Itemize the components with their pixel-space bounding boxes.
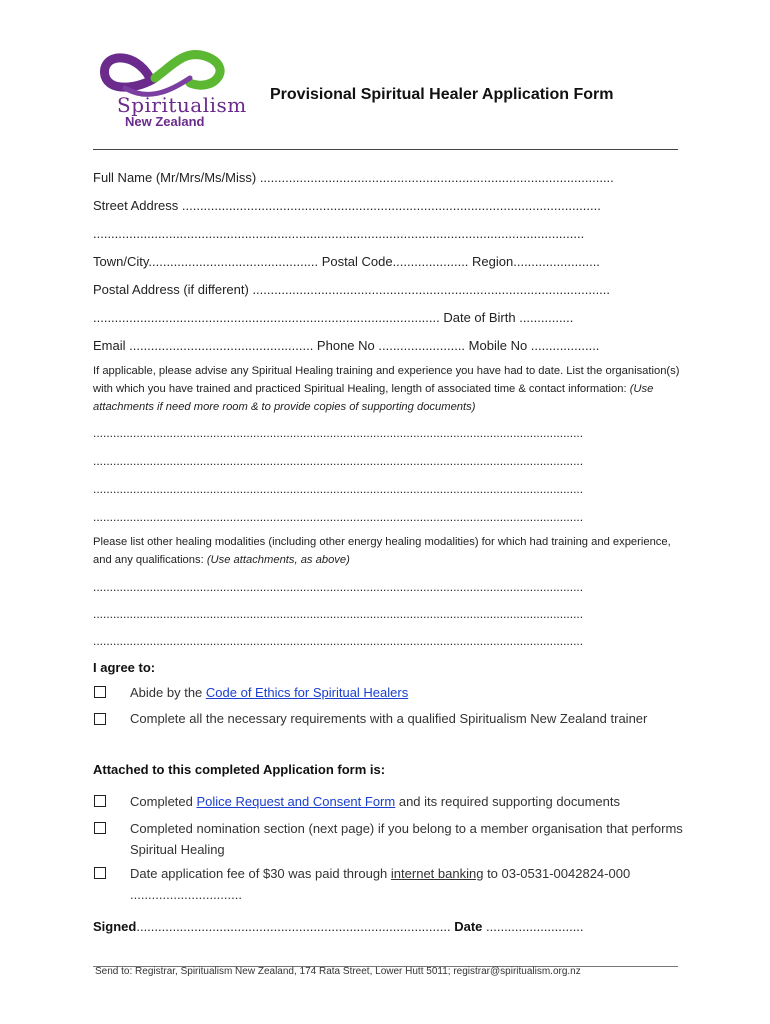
training-line-2[interactable]: ................................................................................................................................................... (93, 454, 584, 468)
police-form-text (130, 791, 690, 812)
code-of-ethics-link[interactable]: Code of Ethics for Spiritual Healers (205, 685, 409, 700)
header-divider (93, 149, 678, 150)
footer-address: Send to: Registrar, Spiritualism New Zealand, 174 Rata Street, Lower Hutt 5011; registrar@spiritualism.org.nz (95, 966, 581, 977)
agree-ethics-pre: Abide by the (130, 685, 203, 700)
training-instructions (93, 362, 683, 416)
signed-label: Signed (93, 919, 137, 934)
fee-post: to 03-0531-0042824-000 ............................... (130, 866, 631, 902)
nomination-text: Completed nomination section (next page) if you belong to a member organisation that performs Spiritual Healing (130, 821, 683, 857)
modalities-line-1[interactable]: ................................................................................................................................................... (93, 580, 584, 594)
agree-ethics-text (130, 682, 690, 703)
training-note: (Use attachments if need more room & to provide copies of supporting documents) (93, 383, 654, 413)
postal-address-field[interactable]: Postal Address (if different) ................................................................................................... (93, 282, 611, 297)
police-form-post: and its required supporting documents (398, 794, 620, 809)
full-name-field[interactable]: Full Name (Mr/Mrs/Ms/Miss) .................................................................................................. (93, 170, 614, 185)
signature-line[interactable] (93, 919, 584, 934)
training-text: If applicable, please advise any Spiritual Healing training and experience you have had to date. List the organisation(s) with which you have trained and practiced Spiritual Healing, length of associated time & contact information: (93, 365, 680, 395)
agree-trainer-text: Complete all the necessary requirements with a qualified Spiritualism New Zealand trainer (130, 711, 648, 726)
date-dots[interactable]: ........................... (486, 919, 584, 934)
signed-dots[interactable]: ....................................................................................... (136, 919, 451, 934)
modalities-line-3[interactable]: ................................................................................................................................................... (93, 634, 584, 648)
modalities-instructions (93, 533, 683, 569)
town-postal-region-line[interactable]: Town/City............................................... Postal Code..................... Region........................ (93, 254, 600, 269)
page-title: Provisional Spiritual Healer Application Form (270, 86, 614, 103)
training-line-3[interactable]: ................................................................................................................................................... (93, 482, 584, 496)
internet-banking-link[interactable]: internet banking (390, 866, 484, 881)
contact-line[interactable]: Email ................................................... Phone No ........................ Mobile No ................... (93, 338, 600, 353)
logo-word-spiritualism: Spiritualism (117, 93, 247, 117)
logo-word-new-zealand: New Zealand (125, 114, 205, 129)
modalities-text: Please list other healing modalities (including other energy healing modalities) for which had training and experience, and any qualifications: (93, 536, 671, 566)
postal-dob-line[interactable]: ................................................................................................ Date of Birth ............... (93, 310, 574, 325)
fee-checkbox[interactable] (94, 867, 106, 879)
fee-pre: Date application fee of $30 was paid through (130, 866, 388, 881)
agree-heading: I agree to: (93, 660, 156, 675)
fee-text (130, 863, 670, 905)
street-address-line2[interactable]: ........................................................................................................................................ (93, 226, 585, 241)
police-request-link[interactable]: Police Request and Consent Form (196, 794, 396, 809)
training-line-4[interactable]: ................................................................................................................................................... (93, 510, 584, 524)
modalities-note: (Use attachments, as above) (206, 554, 350, 566)
agree-ethics-checkbox[interactable] (94, 686, 106, 698)
nomination-checkbox[interactable] (94, 822, 106, 834)
training-line-1[interactable]: ................................................................................................................................................... (93, 426, 584, 440)
police-form-checkbox[interactable] (94, 795, 106, 807)
street-address-field[interactable]: Street Address .................................................................................................................... (93, 198, 601, 213)
attached-heading: Attached to this completed Application form is: (93, 762, 386, 777)
agree-trainer-checkbox[interactable] (94, 713, 106, 725)
date-label: Date (454, 919, 483, 934)
modalities-line-2[interactable]: ................................................................................................................................................... (93, 607, 584, 621)
police-form-pre: Completed (130, 794, 193, 809)
